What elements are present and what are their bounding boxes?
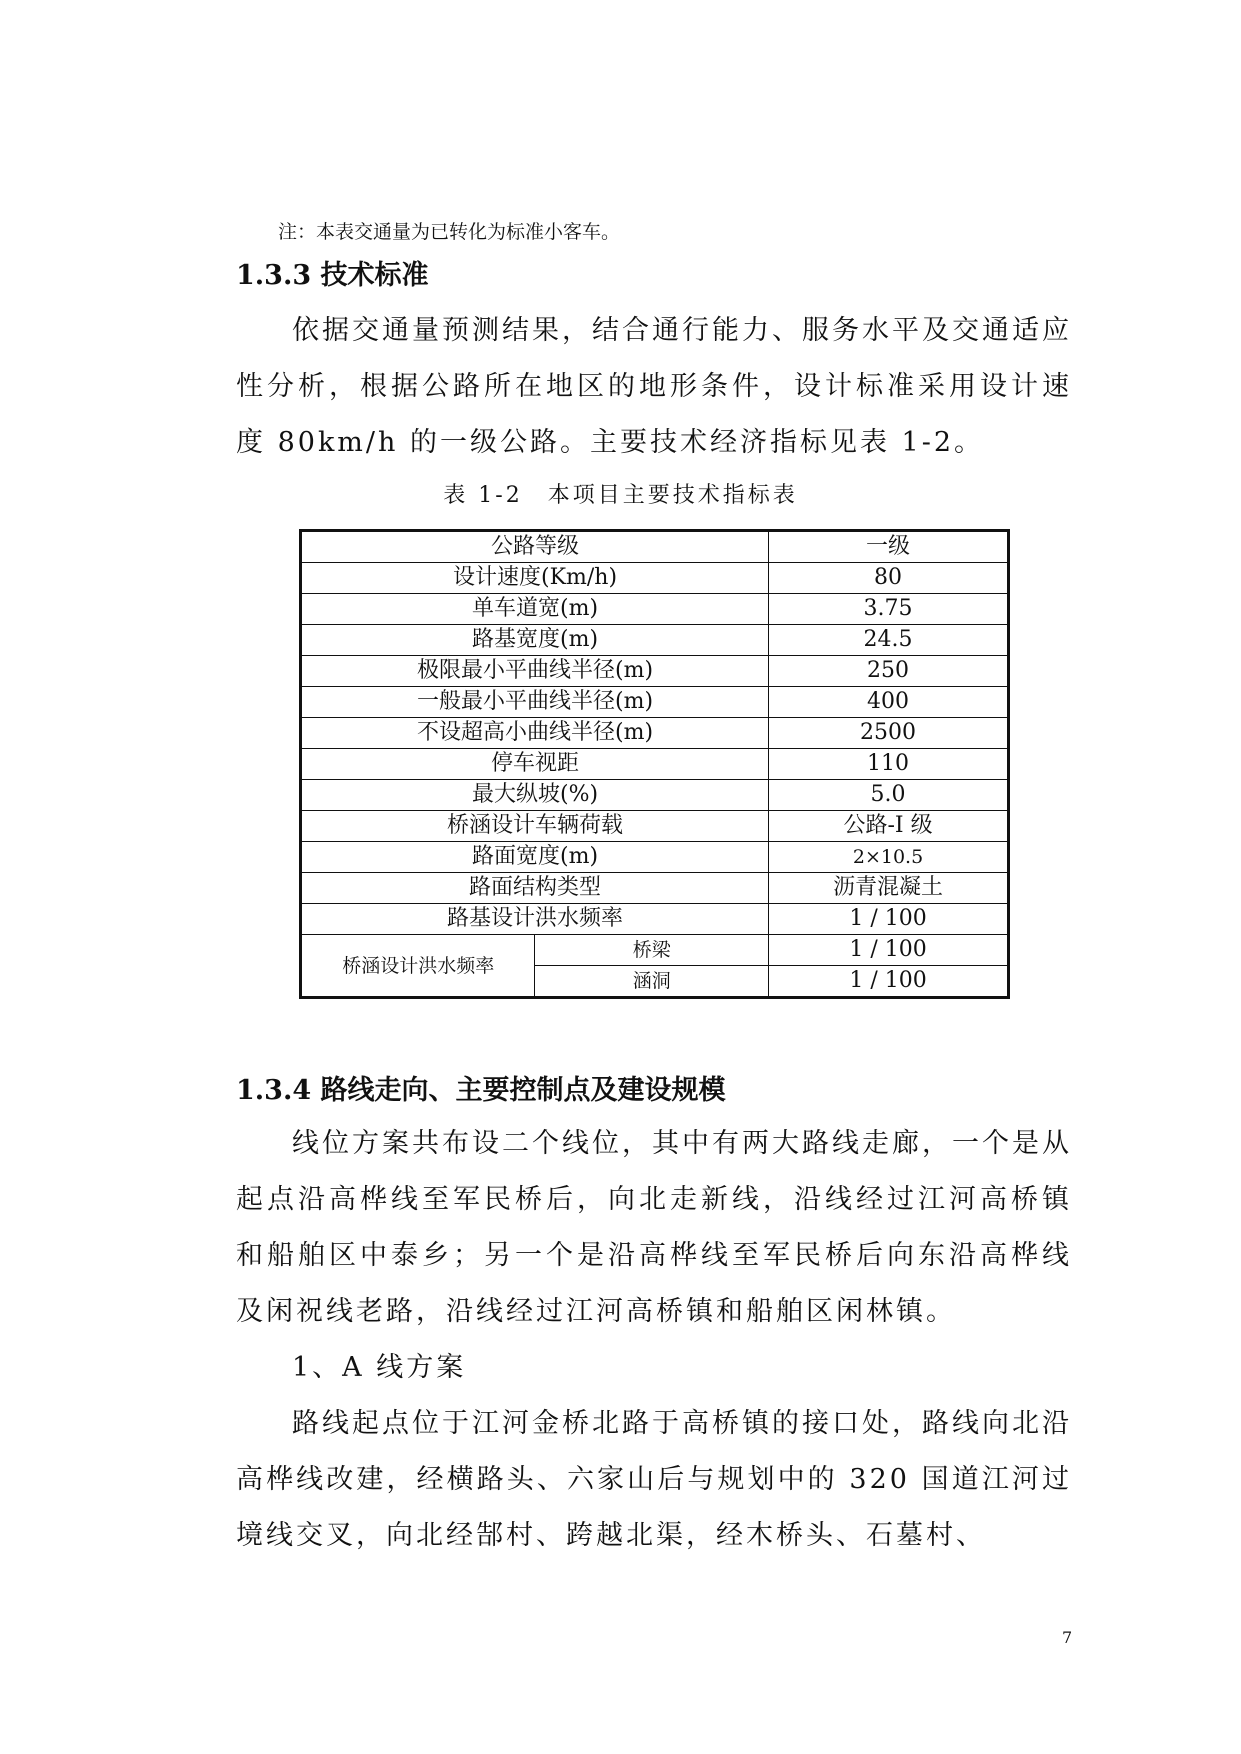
indicator-value: 公路-I 级 xyxy=(769,811,1009,842)
table-row xyxy=(301,687,1009,718)
table-row xyxy=(301,749,1009,780)
table-note: 注：本表交通量为已转化为标准小客车。 xyxy=(278,221,621,243)
table-row xyxy=(301,718,1009,749)
option-a-paragraph: 路线起点位于江河金桥北路于高桥镇的接口处，路线向北沿高桦线改建，经横路头、六家山后与规划中的 320 国道江河过境线交叉，向北经郜村、跨越北渠，经木桥头、石墓村、 xyxy=(236,1408,1072,1551)
indicator-label: 停车视距 xyxy=(301,749,769,780)
table-row xyxy=(301,811,1009,842)
table-caption: 表 1-2 本项目主要技术指标表 xyxy=(443,483,798,508)
section-1-3-3-paragraph: 依据交通量预测结果，结合通行能力、服务水平及交通适应性分析，根据公路所在地区的地形条件，设计标准采用设计速度 80km/h 的一级公路。主要技术经济指标见表 1-2。 xyxy=(236,315,1072,458)
table-row xyxy=(301,873,1009,904)
indicator-value: 一级 xyxy=(769,531,1009,563)
page-number: 7 xyxy=(1062,1628,1073,1647)
indicator-value: 1 / 100 xyxy=(769,904,1009,935)
table-row xyxy=(301,594,1009,625)
table-row xyxy=(301,935,1009,966)
indicator-value: 2×10.5 xyxy=(769,842,1009,873)
indicator-label: 不设超高小曲线半径(m) xyxy=(301,718,769,749)
indicator-sub-label: 涵洞 xyxy=(535,966,769,998)
indicator-label: 路面宽度(m) xyxy=(301,842,769,873)
indicator-label: 设计速度(Km/h) xyxy=(301,563,769,594)
indicator-group-label: 桥涵设计洪水频率 xyxy=(301,935,535,998)
technical-indicators-table xyxy=(299,529,1010,999)
table-row xyxy=(301,842,1009,873)
table-row xyxy=(301,563,1009,594)
indicator-label: 桥涵设计车辆荷载 xyxy=(301,811,769,842)
indicator-value: 80 xyxy=(769,563,1009,594)
indicator-value: 1 / 100 xyxy=(769,935,1009,966)
table-row xyxy=(301,531,1009,563)
section-heading-1-3-3: 1.3.3 技术标准 xyxy=(236,260,429,291)
indicator-label: 路面结构类型 xyxy=(301,873,769,904)
indicator-label: 路基设计洪水频率 xyxy=(301,904,769,935)
indicator-value: 沥青混凝土 xyxy=(769,873,1009,904)
table-row xyxy=(301,780,1009,811)
table-row xyxy=(301,656,1009,687)
table-row xyxy=(301,904,1009,935)
indicator-label: 单车道宽(m) xyxy=(301,594,769,625)
indicator-label: 最大纵坡(%) xyxy=(301,780,769,811)
option-a-title: 1、A 线方案 xyxy=(292,1352,467,1383)
indicator-value: 5.0 xyxy=(769,780,1009,811)
indicator-label: 极限最小平曲线半径(m) xyxy=(301,656,769,687)
indicator-sub-label: 桥梁 xyxy=(535,935,769,966)
indicator-value: 400 xyxy=(769,687,1009,718)
indicator-value: 110 xyxy=(769,749,1009,780)
indicator-label: 一般最小平曲线半径(m) xyxy=(301,687,769,718)
indicator-value: 3.75 xyxy=(769,594,1009,625)
section-1-3-4-paragraph: 线位方案共布设二个线位，其中有两大路线走廊，一个是从起点沿高桦线至军民桥后，向北走新线，沿线经过江河高桥镇和船舶区中泰乡；另一个是沿高桦线至军民桥后向东沿高桦线及闲祝线老路，沿线经过江河高桥镇和船舶区闲林镇。 xyxy=(236,1128,1072,1327)
indicator-value: 2500 xyxy=(769,718,1009,749)
indicator-value: 1 / 100 xyxy=(769,966,1009,998)
indicator-label: 公路等级 xyxy=(301,531,769,563)
indicator-value: 250 xyxy=(769,656,1009,687)
section-heading-1-3-4: 1.3.4 路线走向、主要控制点及建设规模 xyxy=(236,1075,726,1106)
indicator-value: 24.5 xyxy=(769,625,1009,656)
table-row xyxy=(301,625,1009,656)
indicator-label: 路基宽度(m) xyxy=(301,625,769,656)
